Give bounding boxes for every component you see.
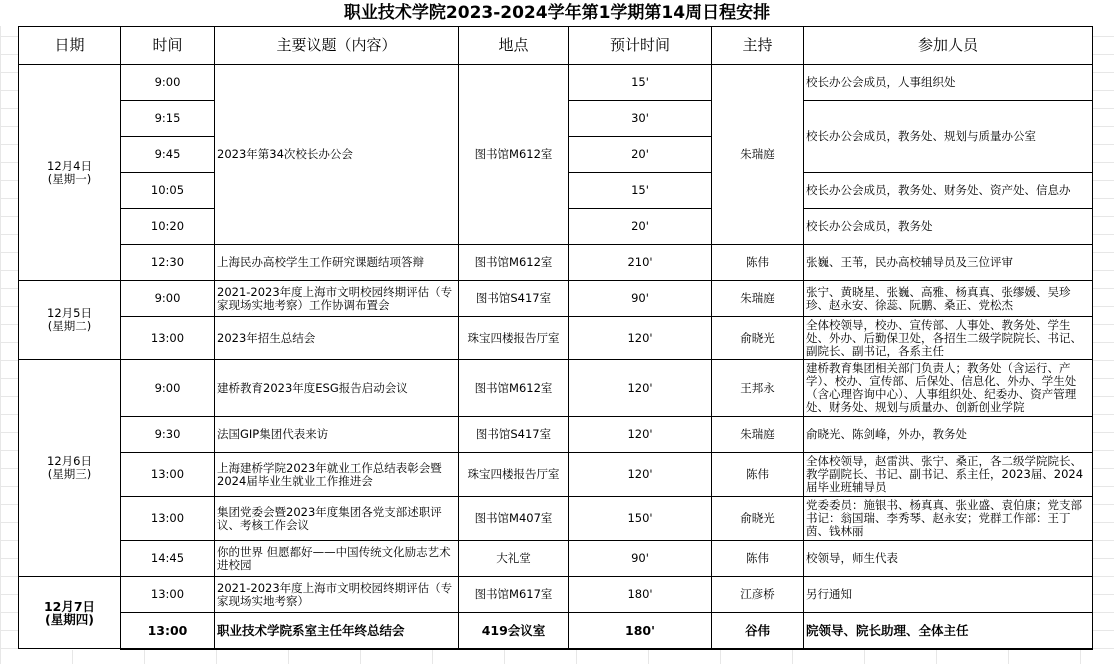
header-topic: 主要议题（内容）	[215, 27, 459, 65]
time-cell: 9:00	[121, 65, 215, 101]
topic-cell: 2021-2023年度上海市文明校园终期评估（专家现场实地考察）	[215, 577, 459, 613]
time-cell: 14:45	[121, 541, 215, 577]
table-row	[19, 360, 1093, 417]
time-cell: 9:15	[121, 101, 215, 137]
host-cell: 朱瑞庭	[712, 65, 804, 245]
duration-cell: 15'	[569, 173, 712, 209]
location-cell: 图书馆S417室	[459, 281, 569, 317]
duration-cell: 120'	[569, 453, 712, 497]
duration-cell: 150'	[569, 497, 712, 541]
time-cell: 13:00	[121, 453, 215, 497]
host-cell: 俞晓光	[712, 317, 804, 360]
time-cell: 9:00	[121, 360, 215, 417]
time-cell: 13:00	[121, 317, 215, 360]
duration-cell: 120'	[569, 360, 712, 417]
attendees-cell: 全体校领导，校办、宣传部、人事处、教务处、学生处、外办、后勤保卫处，各招生二级学院院长、书记、副院长、副书记，各系主任	[804, 317, 1093, 360]
host-cell: 陈伟	[712, 245, 804, 281]
topic-cell: 上海民办高校学生工作研究课题结项答辩	[215, 245, 459, 281]
host-cell: 陈伟	[712, 453, 804, 497]
location-cell: 图书馆S417室	[459, 417, 569, 453]
duration-cell: 180'	[569, 613, 712, 649]
attendees-cell: 张巍、王苇，民办高校辅导员及三位评审	[804, 245, 1093, 281]
duration-cell: 210'	[569, 245, 712, 281]
location-cell: 图书馆M407室	[459, 497, 569, 541]
date-cell: 12月6日 (星期三)	[19, 360, 121, 577]
topic-cell: 集团党委会暨2023年度集团各党支部述职评议、考核工作会议	[215, 497, 459, 541]
date-cell: 12月4日 (星期一)	[19, 65, 121, 281]
topic-cell: 法国GIP集团代表来访	[215, 417, 459, 453]
topic-cell: 你的世界 但愿都好——中国传统文化励志艺术进校园	[215, 541, 459, 577]
host-cell: 谷伟	[712, 613, 804, 649]
header-date: 日期	[19, 27, 121, 65]
table-row	[19, 453, 1093, 497]
schedule-table	[18, 26, 1093, 650]
topic-cell: 2021-2023年度上海市文明校园终期评估（专家现场实地考察）工作协调布置会	[215, 281, 459, 317]
time-cell: 13:00	[121, 497, 215, 541]
location-cell: 图书馆M612室	[459, 360, 569, 417]
time-cell: 9:30	[121, 417, 215, 453]
date-cell: 12月5日 (星期二)	[19, 281, 121, 360]
attendees-cell: 张宁、黄晓星、张巍、高雅、杨真真、张缪媛、吴珍珍、赵永安、徐蕊、阮鹏、桑正、党松杰	[804, 281, 1093, 317]
attendees-cell: 校长办公会成员，教务处	[804, 209, 1093, 245]
attendees-cell: 校领导，师生代表	[804, 541, 1093, 577]
header-duration: 预计时间	[569, 27, 712, 65]
date-cell: 12月7日 (星期四)	[19, 577, 121, 649]
host-cell: 王邦永	[712, 360, 804, 417]
location-cell: 419会议室	[459, 613, 569, 649]
duration-cell: 90'	[569, 281, 712, 317]
table-row	[19, 245, 1093, 281]
table-row	[19, 577, 1093, 613]
header-attendees: 参加人员	[804, 27, 1093, 65]
time-cell: 9:45	[121, 137, 215, 173]
duration-cell: 30'	[569, 101, 712, 137]
attendees-cell: 院领导、院长助理、全体主任	[804, 613, 1093, 649]
time-cell: 13:00	[121, 577, 215, 613]
location-cell: 图书馆M612室	[459, 65, 569, 245]
duration-cell: 20'	[569, 137, 712, 173]
header-time: 时间	[121, 27, 215, 65]
host-cell: 朱瑞庭	[712, 417, 804, 453]
duration-cell: 120'	[569, 417, 712, 453]
time-cell: 9:00	[121, 281, 215, 317]
header-location: 地点	[459, 27, 569, 65]
header-host: 主持	[712, 27, 804, 65]
time-cell: 10:05	[121, 173, 215, 209]
host-cell: 陈伟	[712, 541, 804, 577]
attendees-cell: 校长办公会成员，教务处、规划与质量办公室	[804, 101, 1093, 173]
topic-cell: 建桥教育2023年度ESG报告启动会议	[215, 360, 459, 417]
location-cell: 图书馆M617室	[459, 577, 569, 613]
attendees-cell: 校长办公会成员，人事组织处	[804, 65, 1093, 101]
location-cell: 图书馆M612室	[459, 245, 569, 281]
attendees-cell: 党委委员：施银书、杨真真、张业盛、袁伯康；党支部书记：翁国瑞、李秀琴、赵永安；党群工作部：王丁茵、钱林丽	[804, 497, 1093, 541]
attendees-cell: 另行通知	[804, 577, 1093, 613]
duration-cell: 20'	[569, 209, 712, 245]
host-cell: 俞晓光	[712, 497, 804, 541]
duration-cell: 15'	[569, 65, 712, 101]
location-cell: 珠宝四楼报告厅室	[459, 317, 569, 360]
location-cell: 珠宝四楼报告厅室	[459, 453, 569, 497]
table-row	[19, 417, 1093, 453]
topic-cell: 2023年第34次校长办公会	[215, 65, 459, 245]
attendees-cell: 俞晓光、陈剑峰，外办，教务处	[804, 417, 1093, 453]
host-cell: 朱瑞庭	[712, 281, 804, 317]
topic-cell: 2023年招生总结会	[215, 317, 459, 360]
location-cell: 大礼堂	[459, 541, 569, 577]
topic-cell: 职业技术学院系室主任年终总结会	[215, 613, 459, 649]
table-row	[19, 541, 1093, 577]
attendees-cell: 建桥教育集团相关部门负责人；教务处（含运行、产学）、校办、宣传部、后保处、信息化、外办、学生处（含心理咨询中心）、人事组织处、纪委办、资产管理处、财务处、规划与质量办、创新创业学院	[804, 360, 1093, 417]
time-cell: 10:20	[121, 209, 215, 245]
time-cell: 12:30	[121, 245, 215, 281]
duration-cell: 90'	[569, 541, 712, 577]
page-title: 职业技术学院2023-2024学年第1学期第14周日程安排	[0, 0, 1114, 26]
topic-cell: 上海建桥学院2023年就业工作总结表彰会暨2024届毕业生就业工作推进会	[215, 453, 459, 497]
host-cell: 江彦桥	[712, 577, 804, 613]
table-row	[19, 281, 1093, 317]
table-row	[19, 65, 1093, 101]
attendees-cell: 校长办公会成员，教务处、财务处、资产处、信息办	[804, 173, 1093, 209]
header-row	[19, 27, 1093, 65]
table-row	[19, 613, 1093, 649]
table-row	[19, 317, 1093, 360]
table-row	[19, 497, 1093, 541]
duration-cell: 120'	[569, 317, 712, 360]
time-cell: 13:00	[121, 613, 215, 649]
duration-cell: 180'	[569, 577, 712, 613]
attendees-cell: 全体校领导，赵雷洪、张宁、桑正，各二级学院院长、教学副院长、书记、副书记、系主任，2023届、2024届毕业班辅导员	[804, 453, 1093, 497]
